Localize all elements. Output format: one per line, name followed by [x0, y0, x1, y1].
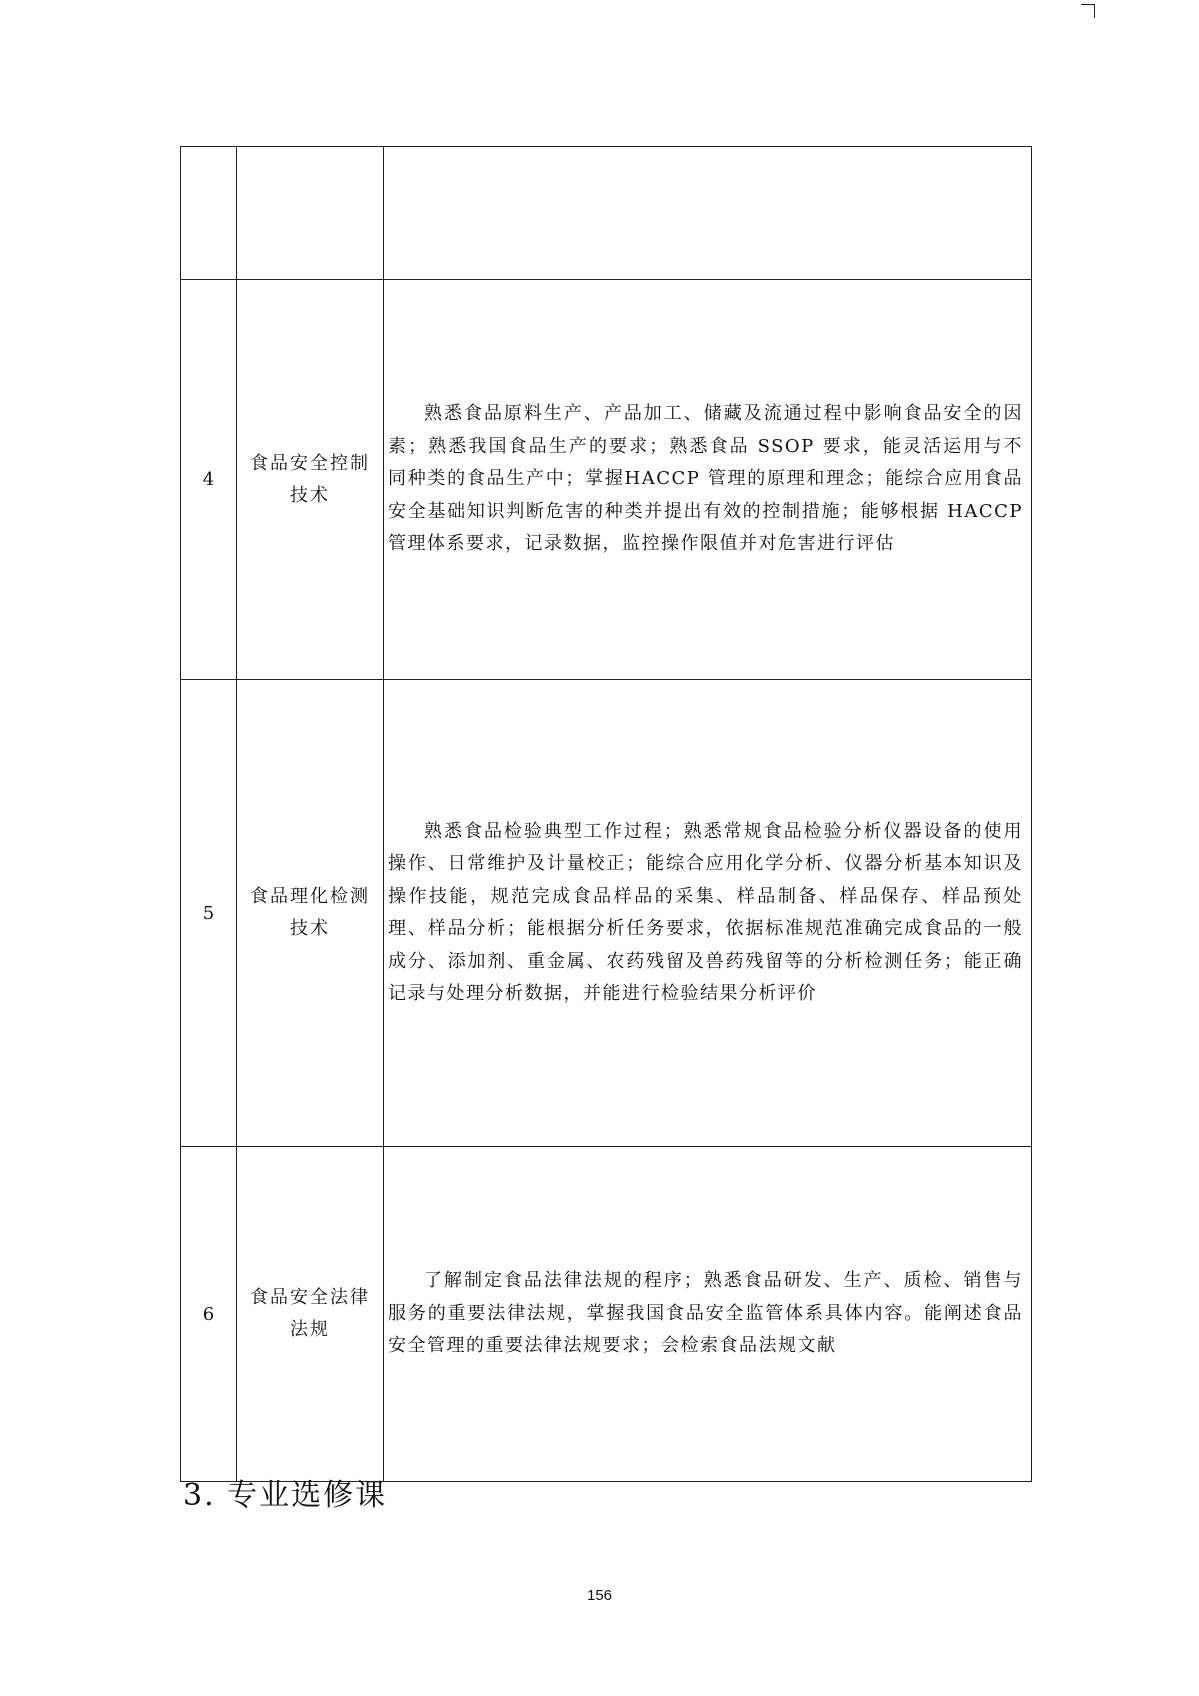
course-name-cell: [237, 147, 384, 280]
row-index-cell: 6: [181, 1147, 237, 1482]
course-description: 熟悉食品原料生产、产品加工、储藏及流通过程中影响食品安全的因素；熟悉我国食品生产的要求；熟悉食品 SSOP 要求，能灵活运用与不同种类的食品生产中；掌握HACCP 管理的原理和理念；能综合应用食品安全基础知识判断危害的种类并提出有效的控制措施；能够根据 HACCP 管理体系要求，记录数据，监控操作限值并对危害进行评估: [388, 403, 1023, 555]
course-name: 食品理化检测技术: [250, 886, 370, 939]
course-name-cell: [237, 280, 384, 680]
crop-corner-mark: [1081, 4, 1095, 18]
course-name-cell: [237, 1147, 384, 1482]
course-description-cell: [384, 1147, 1032, 1482]
row-index-cell: 4: [181, 280, 237, 680]
course-name: 食品安全法律法规: [250, 1287, 370, 1340]
table-row: [181, 147, 1032, 280]
row-index-cell: [181, 147, 237, 280]
table-row: [181, 1147, 1032, 1482]
row-index-cell: 5: [181, 680, 237, 1147]
table-row: [181, 280, 1032, 680]
course-table: [180, 146, 1032, 1482]
course-description: 熟悉食品检验典型工作过程；熟悉常规食品检验分析仪器设备的使用操作、日常维护及计量校正；能综合应用化学分析、仪器分析基本知识及操作技能，规范完成食品样品的采集、样品制备、样品保存、样品预处理、样品分析；能根据分析任务要求，依据标准规范准确完成食品的一般成分、添加剂、重金属、农药残留及兽药残留等的分析检测任务；能正确记录与处理分析数据，并能进行检验结果分析评价: [388, 820, 1023, 1004]
course-name-cell: [237, 680, 384, 1147]
section-heading: 3. 专业选修课: [183, 1478, 388, 1513]
course-description-cell: [384, 680, 1032, 1147]
course-description-cell: [384, 280, 1032, 680]
course-description: 了解制定食品法律法规的程序；熟悉食品研发、生产、质检、销售与服务的重要法律法规，掌握我国食品安全监管体系具体内容。能阐述食品安全管理的重要法律法规要求；会检索食品法规文献: [388, 1270, 1023, 1357]
table-row: [181, 680, 1032, 1147]
page-number: 156: [586, 1587, 613, 1604]
course-name: 食品安全控制技术: [250, 452, 370, 506]
course-description-cell: [384, 147, 1032, 280]
